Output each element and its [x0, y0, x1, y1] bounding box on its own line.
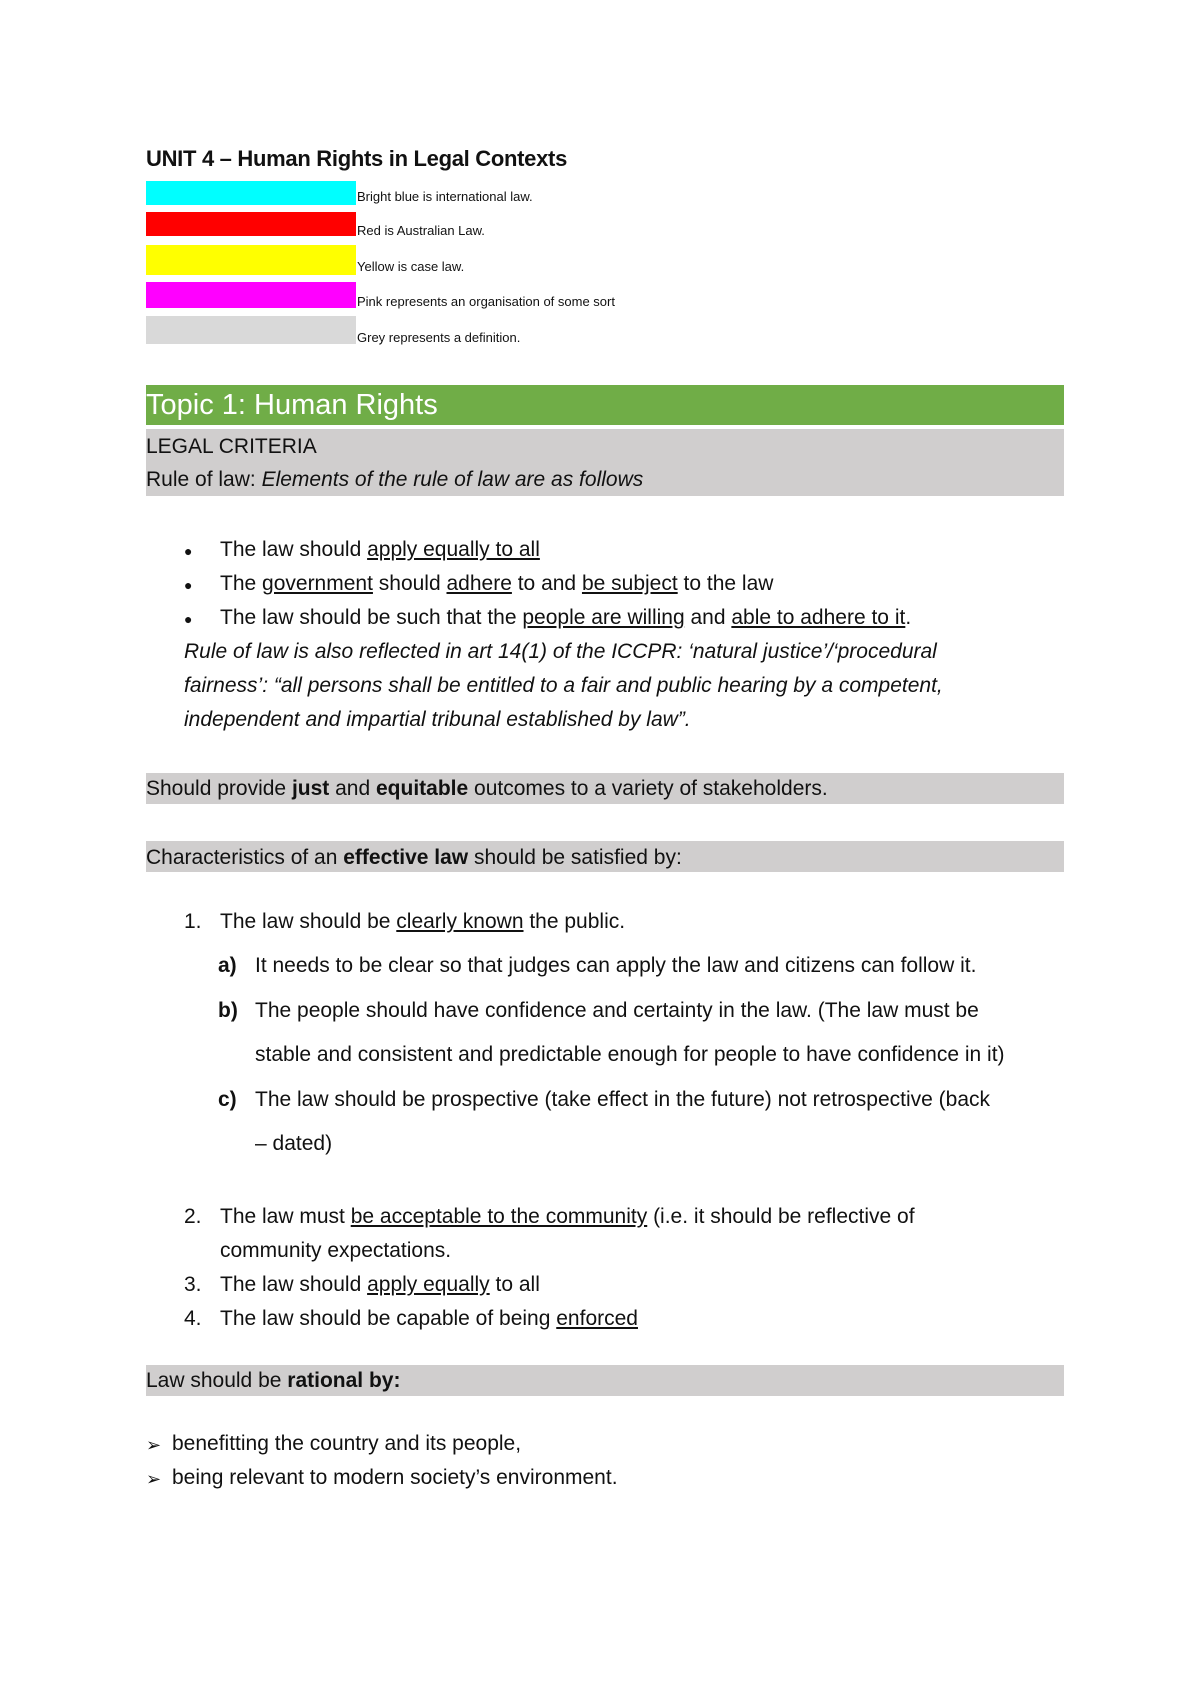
item-1-text	[220, 910, 625, 934]
bullet-2-icon: ●	[184, 577, 193, 593]
effective-a: Characteristics of an	[146, 846, 344, 869]
legend-swatch-pink	[146, 282, 356, 308]
sub-c-label: c)	[218, 1088, 237, 1111]
bullet-3-b: people are willing	[522, 606, 685, 629]
item-2-text-cont: community expectations.	[220, 1239, 452, 1262]
rule-of-law-line	[146, 468, 643, 492]
iccpr-line-1: Rule of law is also reflected in art 14(1) of the ICCPR: ‘natural justice’/‘procedural	[184, 640, 937, 663]
bullet-2-a: The	[220, 572, 263, 595]
bullet-2-e: to and	[511, 572, 582, 595]
bullet-2-text	[220, 572, 773, 596]
bullet-3-a: The law should be such that the	[220, 606, 523, 629]
item-3-a: The law should	[220, 1273, 368, 1296]
iccpr-line-2: fairness’: “all persons shall be entitled to a fair and public hearing by a competent,	[184, 674, 943, 697]
just-c: and	[329, 777, 376, 800]
item-4-a: The law should be capable of being	[220, 1307, 557, 1330]
rule-of-law-italic: Elements of the rule of law are as follows	[261, 468, 644, 491]
item-1-a: The law should be	[220, 910, 397, 933]
rational-line	[146, 1369, 400, 1393]
sub-c-line-1: The law should be prospective (take effect in the future) not retrospective (back	[255, 1088, 990, 1111]
legend-swatch-grey	[146, 316, 356, 344]
bullet-2-c: should	[372, 572, 447, 595]
item-4-b: enforced	[556, 1307, 638, 1330]
legend-text-grey: Grey represents a definition.	[357, 330, 521, 345]
arrow-2-icon: ➢	[146, 1469, 162, 1489]
bullet-1-b: apply equally to all	[367, 538, 540, 561]
item-3-b: apply equally	[367, 1273, 490, 1296]
just-b: just	[291, 777, 330, 800]
arrow-item-1: benefitting the country and its people,	[172, 1432, 522, 1455]
sub-a-line-1: It needs to be clear so that judges can apply the law and citizens can follow it.	[255, 954, 977, 977]
bullet-2-b: government	[262, 572, 373, 595]
rule-of-law-label: Rule of law:	[146, 468, 262, 491]
effective-law-line	[146, 846, 682, 870]
bullet-2-g: to the law	[677, 572, 774, 595]
rational-a: Law should be	[146, 1369, 288, 1392]
just-d: equitable	[376, 777, 469, 800]
item-2-b: be acceptable to the community	[350, 1205, 648, 1228]
effective-b: effective law	[343, 846, 469, 869]
unit-title: UNIT 4 – Human Rights in Legal Contexts	[146, 146, 568, 171]
bullet-3-text	[220, 606, 911, 630]
sub-b-line-2: stable and consistent and predictable enough for people to have confidence in it)	[255, 1043, 1005, 1066]
effective-c: should be satisfied by:	[468, 846, 682, 869]
item-2-c: (i.e. it should be reflective of	[647, 1205, 915, 1228]
legend-text-blue: Bright blue is international law.	[357, 189, 533, 204]
just-equitable-line	[146, 777, 828, 801]
bullet-1-icon: ●	[184, 543, 193, 559]
item-2-a: The law must	[220, 1205, 351, 1228]
bullet-3-c: and	[684, 606, 732, 629]
bullet-3-icon: ●	[184, 611, 193, 627]
just-e: outcomes to a variety of stakeholders.	[468, 777, 828, 800]
sub-a-label: a)	[218, 954, 237, 977]
bullet-2-f: be subject	[581, 572, 678, 595]
item-1-c: the public.	[523, 910, 626, 933]
item-4-text	[220, 1307, 638, 1331]
legend-swatch-yellow	[146, 245, 356, 275]
item-4-number: 4.	[184, 1307, 202, 1330]
legend-swatch-red	[146, 212, 356, 236]
legend-text-pink: Pink represents an organisation of some sort	[357, 294, 615, 309]
item-2-text	[220, 1205, 915, 1229]
rational-b: rational by:	[287, 1369, 401, 1392]
just-a: Should provide	[146, 777, 292, 800]
bullet-3-e: .	[905, 606, 912, 629]
item-3-text	[220, 1273, 540, 1297]
item-1-number: 1.	[184, 910, 202, 933]
topic-title: Topic 1: Human Rights	[146, 389, 438, 421]
item-1-b: clearly known	[396, 910, 524, 933]
iccpr-line-3: independent and impartial tribunal established by law”.	[184, 708, 691, 731]
sub-c-line-2: – dated)	[255, 1132, 333, 1155]
sub-b-line-1: The people should have confidence and certainty in the law. (The law must be	[255, 999, 979, 1022]
bullet-1-a: The law should	[220, 538, 368, 561]
sub-b-label: b)	[218, 999, 238, 1022]
legend-text-yellow: Yellow is case law.	[357, 259, 465, 274]
legend-text-red: Red is Australian Law.	[357, 223, 485, 238]
topic-heading-bar	[146, 385, 1064, 425]
bullet-1-text	[220, 538, 540, 562]
arrow-item-2: being relevant to modern society’s environment.	[172, 1466, 618, 1489]
item-3-c: to all	[489, 1273, 540, 1296]
bullet-2-d: adhere	[446, 572, 512, 595]
legal-criteria-heading: LEGAL CRITERIA	[146, 435, 317, 458]
item-3-number: 3.	[184, 1273, 202, 1296]
item-2-number: 2.	[184, 1205, 202, 1228]
legend-swatch-blue	[146, 181, 356, 205]
arrow-1-icon: ➢	[146, 1435, 162, 1455]
bullet-3-d: able to adhere to it	[731, 606, 906, 629]
